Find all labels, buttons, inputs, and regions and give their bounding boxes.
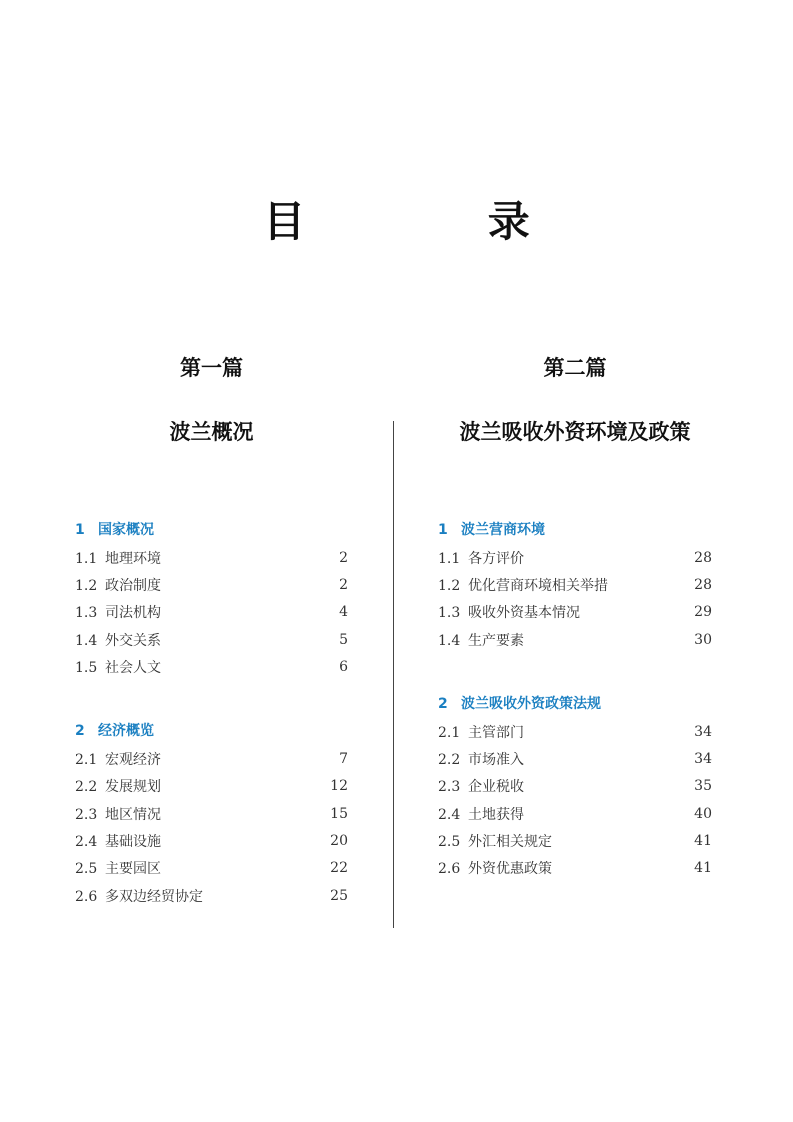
entry-page: 28 — [694, 549, 712, 566]
entry-number: 2.4 — [75, 834, 98, 851]
entry-number: 2.6 — [75, 888, 98, 905]
toc-section — [75, 516, 348, 680]
section-heading[interactable] — [75, 717, 348, 745]
entry-title: 宏观经济 — [105, 752, 161, 769]
toc-section — [438, 516, 712, 653]
toc-entry[interactable] — [75, 827, 348, 854]
entry-number: 2.2 — [75, 779, 98, 796]
toc-entry[interactable] — [75, 773, 348, 800]
entry-page: 35 — [694, 778, 712, 795]
entry-page: 2 — [339, 576, 348, 593]
part-title: 波兰吸收外资环境及政策 — [459, 419, 691, 444]
toc-entry[interactable] — [438, 718, 712, 745]
entry-title: 企业税收 — [468, 779, 524, 796]
entry-number: 2.1 — [75, 752, 98, 769]
entry-page: 22 — [330, 860, 348, 877]
toc-entry[interactable] — [438, 827, 712, 854]
toc-entry[interactable] — [75, 571, 348, 598]
entry-page: 7 — [339, 751, 348, 768]
toc-entry[interactable] — [75, 855, 348, 882]
entry-number: 2.1 — [438, 724, 461, 741]
toc-entry[interactable] — [438, 800, 712, 827]
entry-page: 29 — [694, 604, 712, 621]
entry-number: 1.2 — [75, 577, 98, 594]
entry-number: 2.2 — [438, 752, 461, 769]
entry-title: 各方评价 — [468, 550, 524, 567]
entry-title: 外资优惠政策 — [468, 861, 552, 878]
entry-title: 外汇相关规定 — [468, 834, 552, 851]
page-title: 目 录 — [263, 197, 614, 246]
section-list — [438, 516, 712, 882]
toc-entry[interactable] — [438, 745, 712, 772]
toc-entry[interactable] — [75, 882, 348, 909]
part-label: 第一篇 — [180, 355, 243, 380]
entry-number: 1.4 — [75, 632, 98, 649]
entry-title: 司法机构 — [105, 605, 161, 622]
toc-section — [438, 690, 712, 882]
toc-column-part-1 — [75, 350, 348, 946]
entry-page: 34 — [694, 751, 712, 768]
toc-entry[interactable] — [75, 544, 348, 571]
entry-title: 发展规划 — [105, 779, 161, 796]
entry-number: 2.5 — [75, 861, 98, 878]
entry-title: 吸收外资基本情况 — [468, 605, 580, 622]
entry-page: 5 — [339, 631, 348, 648]
part-label: 第二篇 — [543, 355, 607, 380]
entry-title: 社会人文 — [105, 659, 161, 676]
toc-entry[interactable] — [75, 626, 348, 653]
entry-title: 主要园区 — [105, 861, 161, 878]
entry-number: 1.2 — [438, 577, 461, 594]
entry-page: 34 — [694, 723, 712, 740]
section-number: 2 — [75, 723, 85, 740]
toc-entry[interactable] — [438, 571, 712, 598]
entry-title: 政治制度 — [105, 577, 161, 594]
part-title: 波兰概况 — [169, 419, 254, 444]
entry-number: 2.6 — [438, 861, 461, 878]
section-title: 波兰吸收外资政策法规 — [461, 696, 601, 713]
entry-number: 1.4 — [438, 632, 461, 649]
toc-entry[interactable] — [75, 653, 348, 680]
entry-number: 2.5 — [438, 834, 461, 851]
toc-entry[interactable] — [438, 599, 712, 626]
toc-column-part-2 — [438, 350, 712, 919]
entry-title: 优化营商环境相关举措 — [468, 577, 608, 594]
entry-title: 主管部门 — [468, 724, 524, 741]
entry-number: 2.3 — [438, 779, 461, 796]
entry-title: 地理环境 — [105, 550, 161, 567]
entry-page: 4 — [339, 604, 348, 621]
entry-page: 25 — [330, 887, 348, 904]
entry-page: 41 — [694, 860, 712, 877]
entry-number: 2.3 — [75, 806, 98, 823]
toc-section — [75, 717, 348, 909]
toc-entry[interactable] — [438, 855, 712, 882]
section-title: 国家概况 — [98, 522, 154, 538]
entry-page: 20 — [330, 833, 348, 850]
toc-entry[interactable] — [438, 773, 712, 800]
entry-page: 15 — [330, 805, 348, 822]
entry-title: 地区情况 — [105, 806, 161, 823]
toc-entry[interactable] — [438, 626, 712, 653]
section-number: 1 — [75, 522, 85, 538]
entry-page: 40 — [694, 805, 712, 822]
entry-number: 1.1 — [438, 550, 461, 567]
column-divider — [393, 421, 394, 928]
entry-number: 1.5 — [75, 659, 98, 676]
section-title: 波兰营商环境 — [461, 522, 545, 538]
entry-title: 基础设施 — [105, 834, 161, 851]
entry-number: 1.3 — [75, 605, 98, 622]
section-number: 2 — [438, 696, 448, 713]
entry-number: 1.3 — [438, 605, 461, 622]
toc-entry[interactable] — [75, 745, 348, 772]
entry-page: 6 — [339, 658, 348, 675]
section-heading[interactable] — [75, 516, 348, 544]
section-list — [75, 516, 348, 909]
toc-entry[interactable] — [438, 544, 712, 571]
entry-number: 2.4 — [438, 806, 461, 823]
entry-page: 41 — [694, 833, 712, 850]
entry-page: 12 — [330, 778, 348, 795]
toc-entry[interactable] — [75, 800, 348, 827]
entry-number: 1.1 — [75, 550, 98, 567]
section-heading[interactable] — [438, 690, 712, 718]
entry-title: 土地获得 — [468, 806, 524, 823]
entry-title: 外交关系 — [105, 632, 161, 649]
entry-page: 30 — [694, 631, 712, 648]
section-number: 1 — [438, 522, 448, 538]
entry-page: 28 — [694, 576, 712, 593]
entry-title: 市场准入 — [468, 752, 524, 769]
entry-title: 多双边经贸协定 — [105, 888, 203, 905]
entry-page: 2 — [339, 549, 348, 566]
section-heading[interactable] — [438, 516, 712, 544]
section-title: 经济概览 — [98, 723, 154, 740]
toc-entry[interactable] — [75, 599, 348, 626]
entry-title: 生产要素 — [468, 632, 524, 649]
